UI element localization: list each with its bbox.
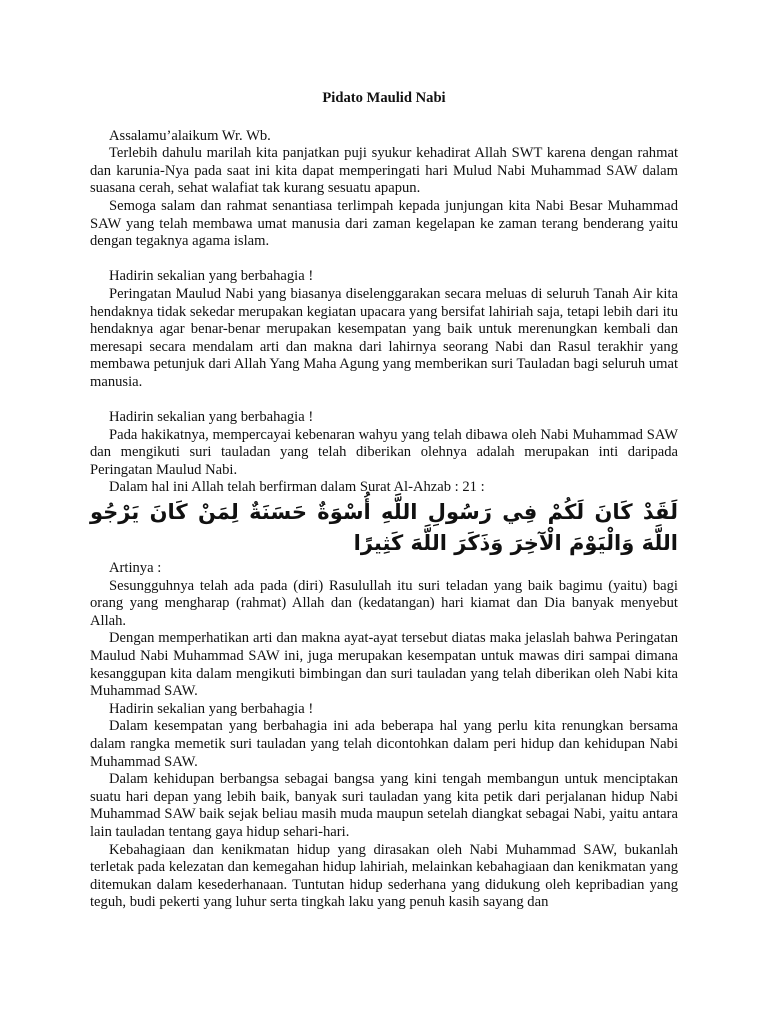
audience-address: Hadirin sekalian yang berbahagia ! bbox=[109, 409, 314, 426]
verse-translation: Sesungguhnya telah ada pada (diri) Rasulullah itu suri teladan yang baik bagimu (yaitu) bagi orang yang mengharap (rahmat) Allah dan (kedatangan) hari kiamat dan Dia banyak menyebut Allah. bbox=[90, 577, 678, 629]
greeting: Assalamu’alaikum Wr. Wb. bbox=[109, 127, 271, 144]
paragraph: Pada hakikatnya, mempercayai kebenaran wahyu yang telah dibawa oleh Nabi Muhammad SAW dan mengikuti suri tauladan yang telah diberikan olehnya adalah merupakan inti daripada Peringatan Maulud Nabi. bbox=[90, 426, 678, 478]
translation-label: Artinya : bbox=[109, 560, 162, 577]
paragraph-spacer bbox=[90, 392, 678, 410]
verse-intro: Dalam hal ini Allah telah berfirman dalam Surat Al-Ahzab : 21 : bbox=[109, 479, 485, 496]
document-page bbox=[90, 90, 678, 912]
audience-address: Hadirin sekalian yang berbahagia ! bbox=[109, 268, 314, 285]
paragraph: Dalam kesempatan yang berbahagia ini ada beberapa hal yang perlu kita renungkan bersama dalam rangka memetik suri tauladan yang telah dicontohkan dalam peri hidup dan kehidupan Nabi Muhammad SAW. bbox=[90, 718, 678, 770]
paragraph-spacer bbox=[90, 251, 678, 269]
paragraph: Dengan memperhatikan arti dan makna ayat-ayat tersebut diatas maka jelaslah bahwa Peringatan Maulud Nabi Muhammad SAW ini, juga merupakan kesempatan untuk mawas diri sampai dimana kesanggupan kita dalam mengikuti bimbingan dan suri tauladan yang telah diberikan oleh Nabi kita Muhammad SAW. bbox=[90, 630, 678, 700]
paragraph: Peringatan Maulud Nabi yang biasanya diselenggarakan secara meluas di seluruh Tanah Air kita hendaknya tidak sekedar merupakan kegiatan upacara yang bersifat lahiriah saja, tetapi lebih dari itu hendaknya agar benar-benar merupakan kesempatan yang baik untuk merenungkan kembali dan meresapi secara mendalam arti dan makna dari lahirnya seorang Nabi dan Rasul terakhir yang membawa petunjuk dari Allah Yang Maha Agung yang memberikan suri Tauladan bagi seluruh umat manusia. bbox=[90, 285, 679, 390]
paragraph: Terlebih dahulu marilah kita panjatkan puji syukur kehadirat Allah SWT karena dengan rahmat dan karunia-Nya pada saat ini kita dapat memperingati hari Mulud Nabi Muhammad SAW dalam suasana cerah, sehat walafiat tak kurang sesuatu apapun. bbox=[90, 145, 678, 197]
paragraph: Dalam kehidupan berbangsa sebagai bangsa yang kini tengah membangun untuk menciptakan suatu hari depan yang lebih baik, banyak suri tauladan yang kita petik dari perjalanan hidup Nabi Muhammad SAW baik sejak beliau masih muda maupun setelah diangkat sebagai Nabi, yaitu antara lain tauladan tentang gaya hidup sehari-hari. bbox=[90, 771, 678, 840]
arabic-verse: لَقَدْ كَانَ لَكُمْ فِي رَسُولِ اللَّهِ أُسْوَةٌ حَسَنَةٌ لِمَنْ كَانَ يَرْجُو اللَّهَ وَالْيَوْمَ الْآخِرَ وَذَكَرَ اللَّهَ كَثِيرًا bbox=[90, 500, 678, 556]
paragraph: Semoga salam dan rahmat senantiasa terlimpah kepada junjungan kita Nabi Besar Muhammad SAW yang telah membawa umat manusia dari zaman kegelapan ke zaman terang benderang yaitu dengan tegaknya agama islam. bbox=[90, 197, 678, 250]
document-title: Pidato Maulid Nabi bbox=[322, 90, 446, 106]
audience-address: Hadirin sekalian yang berbahagia ! bbox=[109, 700, 314, 717]
paragraph: Kebahagiaan dan kenikmatan hidup yang dirasakan oleh Nabi Muhammad SAW, bukanlah terletak pada kelezatan dan kemegahan hidup lahiriah, melainkan kebahagiaan dan kenikmatan yang ditemukan dalam kesederhanaan. Tuntutan hidup sederhana yang didukung oleh kepribadian yang teguh, budi pekerti yang luhur serta tingkah laku yang penuh kasih sayang dan bbox=[90, 841, 678, 911]
